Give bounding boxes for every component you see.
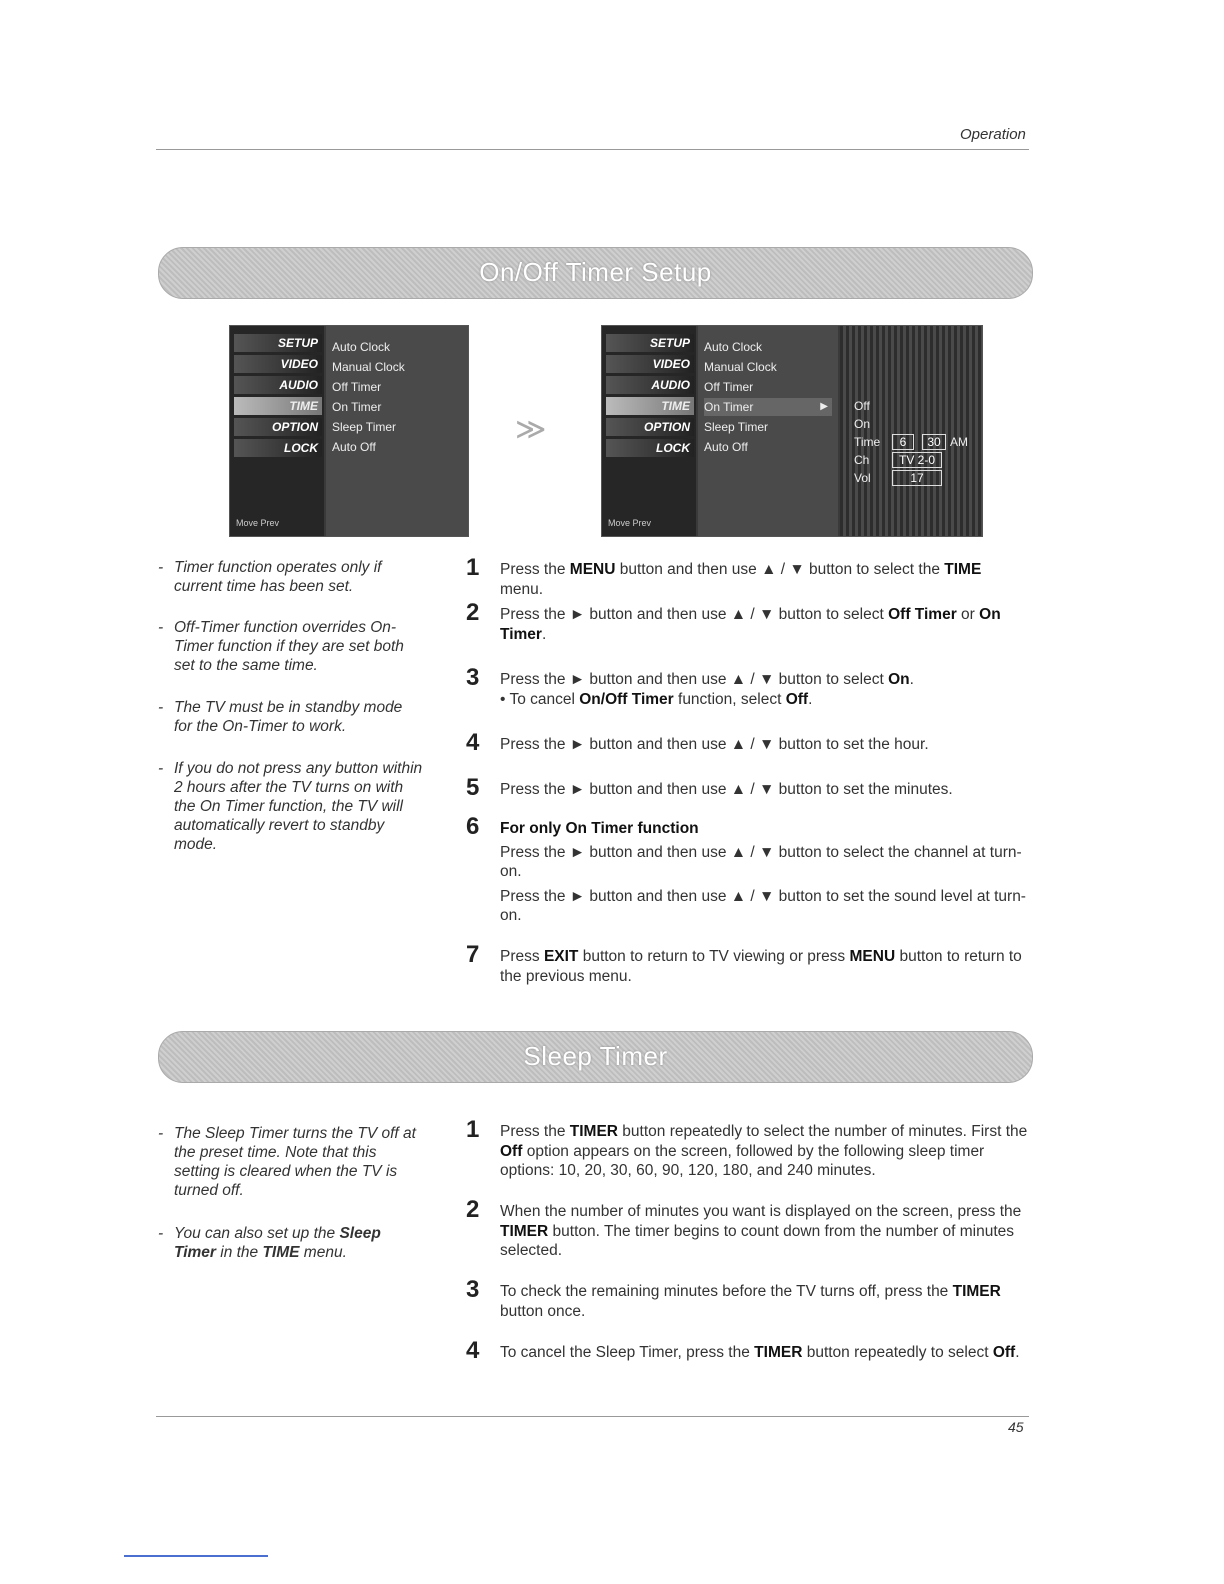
step-number: 2 [466,1196,480,1223]
step-number: 2 [466,599,480,626]
menu-category-column [230,326,324,536]
step [466,1196,1028,1261]
step-text: To cancel the Sleep Timer, press the TIMER button repeatedly to select Off. [500,1344,1020,1361]
step-number: 4 [466,1337,480,1364]
menu-item: Manual Clock [704,360,777,374]
step [466,554,1028,599]
menu-category-video: VIDEO [234,355,322,373]
header-rule [156,149,1029,150]
section-banner-sleep [158,1031,1033,1083]
menu-item-column [698,326,838,536]
note-text: The TV must be in standby mode for the On-Timer to work. [174,699,403,735]
submenu-ch-value: TV 2-0 [892,452,942,468]
side-note: - Timer function operates only if current time has been set. [158,559,382,595]
submenu-off: Off [854,399,870,413]
tv-menu-screenshot-time [229,325,469,537]
menu-item: Auto Off [704,440,748,454]
menu-item: Sleep Timer [332,420,397,434]
step [466,774,1028,801]
footer-rule [156,1416,1029,1417]
note-text: You can also set up the Sleep Timer in the TIME menu. [174,1225,381,1261]
menu-item-selected [704,398,832,416]
on-timer-submenu [840,326,982,536]
note-text: Timer function operates only if current time has been set. [174,559,382,595]
step-number: 3 [466,1276,480,1303]
submenu-time-label: Time [854,435,881,449]
submenu-arrow-icon: ▶ [820,401,828,412]
menu-item: Off Timer [332,380,382,394]
menu-category-column [602,326,696,536]
step-text: When the number of minutes you want is displayed on the screen, press the TIMER button. The timer begins to count down from the number of minutes selected. [500,1203,1022,1259]
side-note: - You can also set up the Sleep Timer in the TIME menu. [158,1225,381,1261]
step-number: 4 [466,729,480,756]
submenu-vol-value: 17 [892,470,942,486]
step [466,1116,1028,1181]
note-text: Off-Timer function overrides On-Timer function if they are set both set to the same time. [174,619,404,674]
tv-menu-screenshot-on-timer [601,325,983,537]
menu-item: Auto Off [332,440,376,454]
submenu-ch-label: Ch [854,453,870,467]
step [466,1276,1028,1321]
step-text: Press the ► button and then use ▲ / ▼ button to set the minutes. [500,781,953,798]
menu-category-lock: LOCK [234,439,322,457]
step-text: Press the ► button and then use ▲ / ▼ button to select On. • To cancel On/Off Timer function, select Off. [500,671,914,708]
step [466,729,1028,756]
step-text: Press EXIT button to return to TV viewing or press MENU button to return to the previous menu. [500,948,1022,985]
submenu-hour: 6 [892,434,914,450]
page-number: 45 [1008,1419,1024,1435]
menu-category-time: TIME [234,397,322,415]
step [466,941,1028,986]
menu-item: Manual Clock [332,360,405,374]
step-number: 5 [466,774,480,801]
menu-item: Auto Clock [332,340,391,354]
menu-category-setup: SETUP [606,334,694,352]
step-text: For only On Timer function Press the ► button and then use ▲ / ▼ button to select the channel at turn-on. Press the ► button and then use ▲ / ▼ button to set the sound level at turn-on. [500,820,1026,924]
menu-category-time: TIME [606,397,694,415]
menu-category-option: OPTION [234,418,322,436]
submenu-vol-label: Vol [854,471,871,485]
menu-item: On Timer [332,400,382,414]
menu-category-video: VIDEO [606,355,694,373]
submenu-on: On [854,417,871,431]
step-number: 3 [466,664,480,691]
menu-category-setup: SETUP [234,334,322,352]
step [466,1337,1028,1364]
menu-item: Sleep Timer [704,420,769,434]
step [466,813,1028,926]
menu-item-column [326,326,468,536]
side-note: - The TV must be in standby mode for the On-Timer to work. [158,699,403,735]
note-text: The Sleep Timer turns the TV off at the preset time. Note that this setting is cleared when the TV is turned off. [174,1125,416,1199]
step-number: 1 [466,1116,480,1143]
menu-item: Off Timer [704,380,754,394]
menu-category-audio: AUDIO [234,376,322,394]
side-note: - Off-Timer function overrides On-Timer function if they are set both set to the same time. [158,619,404,674]
menu-footer: Move Prev [608,518,652,528]
menu-category-option: OPTION [606,418,694,436]
menu-category-lock: LOCK [606,439,694,457]
step-text: Press the ► button and then use ▲ / ▼ button to select Off Timer or On Timer. [500,606,1001,643]
scan-edge-mark [124,1555,268,1557]
side-note: - The Sleep Timer turns the TV off at the preset time. Note that this setting is cleared when the TV is turned off. [158,1125,416,1199]
menu-item-label: On Timer [704,400,754,414]
side-note: - If you do not press any button within 2 hours after the TV turns on with the On Timer function, the TV will automatically revert to standby mode. [158,760,423,853]
menu-item: Auto Clock [704,340,763,354]
step [466,599,1028,644]
section-banner-timer [158,247,1033,299]
menu-category-audio: AUDIO [606,376,694,394]
section-title: Sleep Timer [523,1041,668,1071]
step-text: To check the remaining minutes before the TV turns off, press the TIMER button once. [500,1283,1001,1320]
step-number: 1 [466,554,480,581]
section-label: Operation [960,126,1026,143]
menu-footer: Move Prev [236,518,280,528]
transition-arrow-icon: ≫ [515,413,547,446]
step [466,664,1028,709]
step-number: 7 [466,941,480,968]
step-text: Press the TIMER button repeatedly to select the number of minutes. First the Off option appears on the screen, followed by the following sleep timer options: 10, 20, 30, 60, 90, 120, 180, and 240 minutes. [500,1123,1028,1179]
note-text: If you do not press any button within 2 hours after the TV turns on with the On Timer function, the TV will automatically revert to standby mode. [174,760,423,853]
submenu-ampm: AM [950,435,968,449]
section-title: On/Off Timer Setup [479,257,712,287]
step-text: Press the ► button and then use ▲ / ▼ button to set the hour. [500,736,929,753]
submenu-minute: 30 [922,434,946,450]
step-text: Press the MENU button and then use ▲ / ▼ button to select the TIME menu. [500,561,982,598]
step-number: 6 [466,813,480,840]
